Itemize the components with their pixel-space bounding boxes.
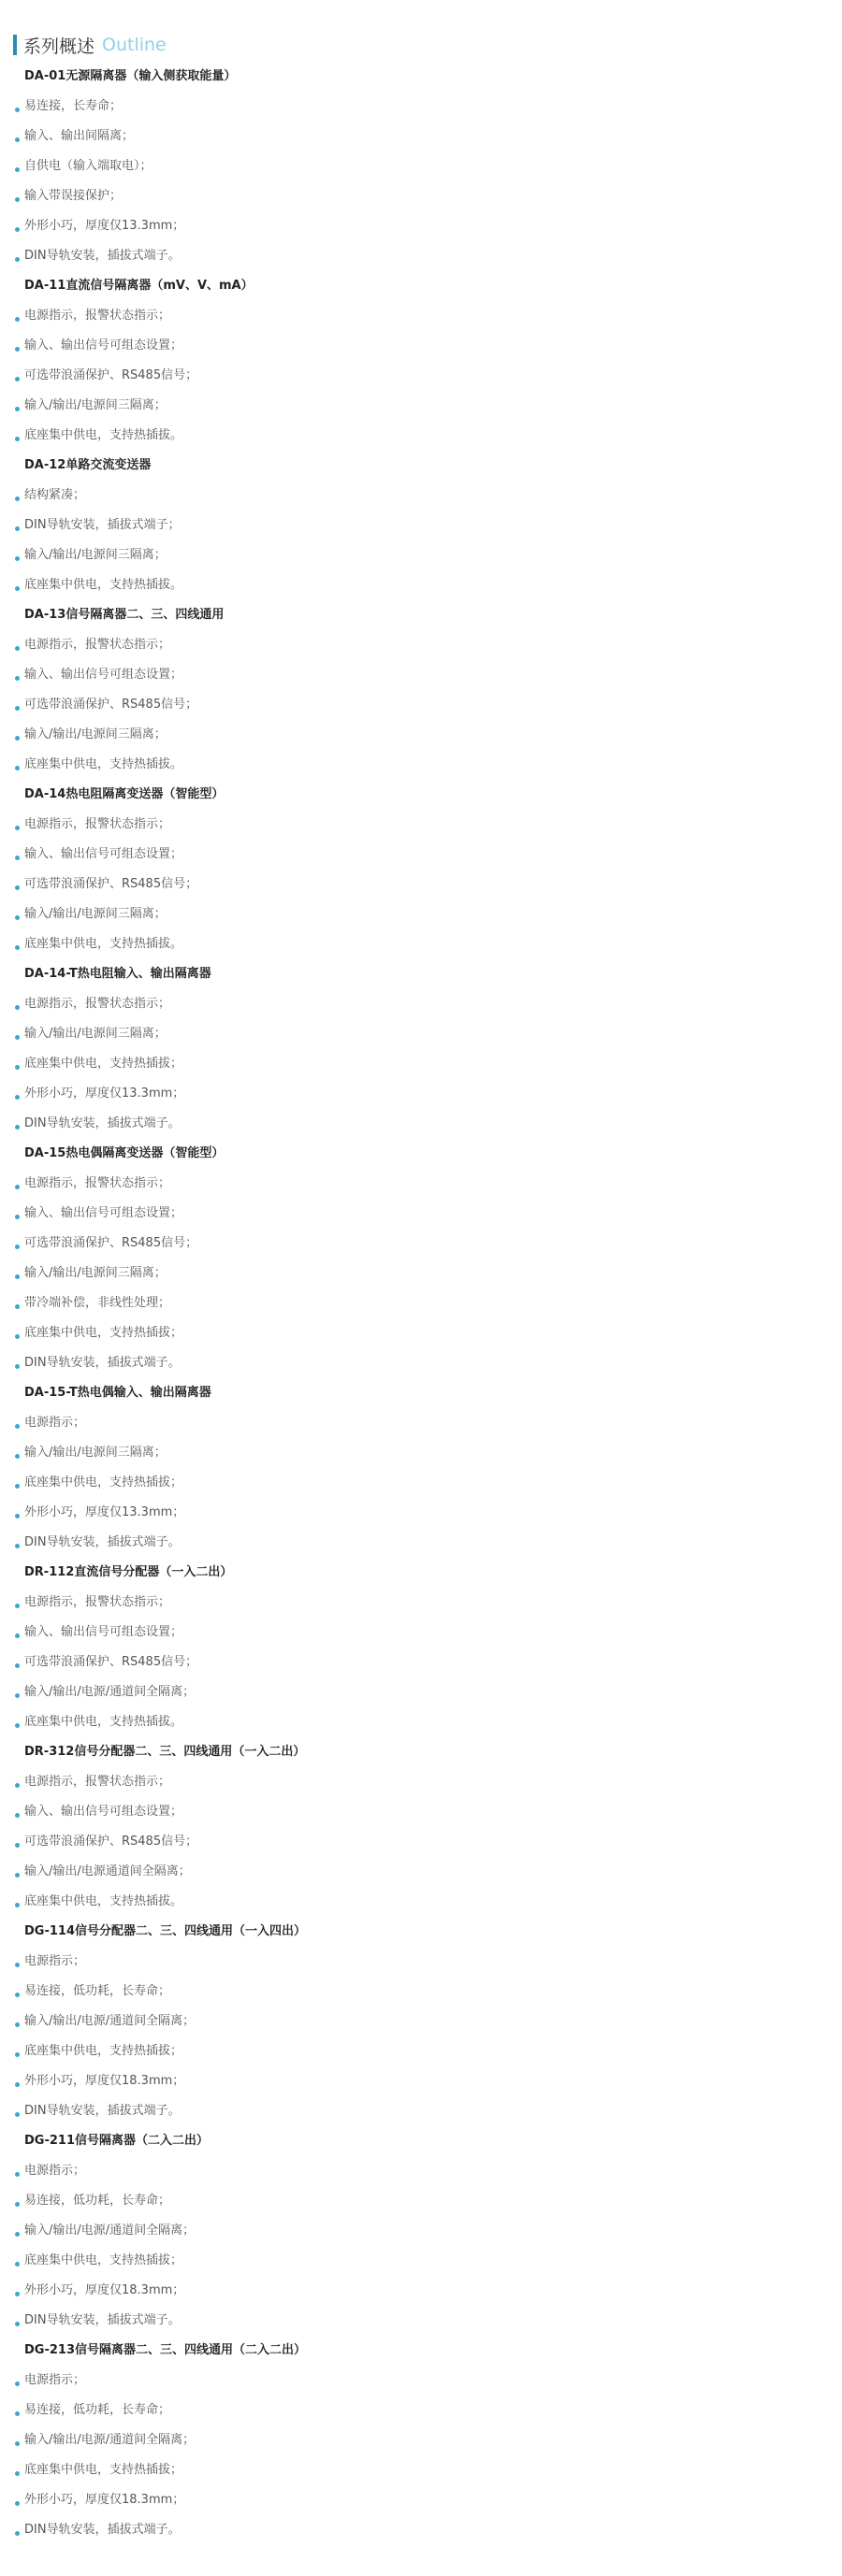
feature-item bbox=[13, 1498, 836, 1528]
feature-text: 底座集中供电，支持热插拔。 bbox=[24, 757, 183, 771]
product-list bbox=[13, 62, 836, 2545]
bullet-dot-icon bbox=[15, 1813, 20, 1818]
feature-item bbox=[13, 2306, 836, 2336]
feature-item bbox=[13, 1019, 836, 1049]
product-title: DA-15-T热电偶输入、输出隔离器 bbox=[24, 1386, 211, 1400]
bullet-dot-icon bbox=[15, 347, 20, 352]
feature-item bbox=[13, 2425, 836, 2455]
bullet-dot-icon bbox=[15, 1514, 20, 1518]
feature-item bbox=[13, 391, 836, 421]
feature-text: 电源指示，报警状态指示； bbox=[24, 638, 171, 652]
bullet-dot-icon bbox=[15, 1993, 20, 1997]
product-block bbox=[13, 62, 836, 271]
bullet-dot-icon bbox=[15, 1693, 20, 1698]
feature-item bbox=[13, 2066, 836, 2096]
product-block bbox=[13, 1378, 836, 1558]
feature-text: 输入、输出信号可组态设置； bbox=[24, 1206, 183, 1220]
feature-text: 外形小巧，厚度仅13.3mm； bbox=[24, 1087, 185, 1101]
bullet-dot-icon bbox=[15, 915, 20, 920]
product-block bbox=[13, 1917, 836, 2126]
product-title: DA-11直流信号隔离器（mV、V、mA） bbox=[24, 279, 254, 293]
feature-item bbox=[13, 211, 836, 241]
feature-item bbox=[13, 361, 836, 391]
feature-text: 结构紧凑； bbox=[24, 488, 86, 502]
bullet-dot-icon bbox=[15, 2382, 20, 2386]
feature-item bbox=[13, 1887, 836, 1917]
feature-item bbox=[13, 481, 836, 511]
bullet-dot-icon bbox=[15, 2292, 20, 2296]
bullet-dot-icon bbox=[15, 1095, 20, 1100]
feature-text: DIN导轨安装，插拔式端子。 bbox=[24, 1356, 181, 1370]
feature-item bbox=[13, 720, 836, 750]
bullet-dot-icon bbox=[15, 2441, 20, 2446]
product-title: DG-114信号分配器二、三、四线通用（一入四出） bbox=[24, 1924, 306, 1938]
bullet-dot-icon bbox=[15, 2411, 20, 2416]
product-block bbox=[13, 780, 836, 959]
feature-item bbox=[13, 331, 836, 361]
product-block bbox=[13, 1737, 836, 1917]
product-title: DA-14-T热电阻输入、输出隔离器 bbox=[24, 967, 211, 981]
feature-text: 电源指示，报警状态指示； bbox=[24, 817, 171, 831]
feature-text: 外形小巧，厚度仅13.3mm； bbox=[24, 219, 185, 233]
feature-item bbox=[13, 1707, 836, 1737]
bullet-dot-icon bbox=[15, 1424, 20, 1429]
bullet-dot-icon bbox=[15, 586, 20, 591]
feature-text: 电源指示，报警状态指示； bbox=[24, 1176, 171, 1190]
outline-page bbox=[13, 28, 836, 2545]
feature-item bbox=[13, 2036, 836, 2066]
bullet-dot-icon bbox=[15, 1903, 20, 1907]
feature-text: 输入/输出/电源/通道间全隔离； bbox=[24, 1685, 196, 1699]
feature-item bbox=[13, 181, 836, 211]
feature-text: 电源指示； bbox=[24, 2164, 86, 2178]
feature-item bbox=[13, 1588, 836, 1618]
bullet-dot-icon bbox=[15, 1843, 20, 1848]
feature-item bbox=[13, 1199, 836, 1229]
feature-text: DIN导轨安装，插拔式端子。 bbox=[24, 2313, 181, 2327]
feature-item bbox=[13, 2455, 836, 2485]
feature-item bbox=[13, 2485, 836, 2515]
bullet-dot-icon bbox=[15, 1245, 20, 1249]
feature-text: 外形小巧，厚度仅18.3mm； bbox=[24, 2283, 185, 2297]
section-title: 系列概述 bbox=[23, 36, 95, 57]
product-title: DA-15热电偶隔离变送器（智能型） bbox=[24, 1146, 225, 1160]
feature-text: 底座集中供电，支持热插拔； bbox=[24, 1326, 183, 1340]
feature-text: 输入带误接保护； bbox=[24, 189, 123, 203]
feature-text: 电源指示； bbox=[24, 1416, 86, 1430]
feature-item bbox=[13, 750, 836, 780]
feature-item bbox=[13, 1109, 836, 1139]
feature-text: 可选带浪涌保护、RS485信号； bbox=[24, 1236, 198, 1250]
feature-item bbox=[13, 2396, 836, 2425]
bullet-dot-icon bbox=[15, 2052, 20, 2057]
feature-text: 输入/输出/电源间三隔离； bbox=[24, 548, 167, 562]
feature-text: 易连接，低功耗，长寿命； bbox=[24, 2403, 171, 2417]
bullet-dot-icon bbox=[15, 407, 20, 411]
feature-text: 底座集中供电，支持热插拔； bbox=[24, 1475, 183, 1489]
feature-item bbox=[13, 1797, 836, 1827]
feature-item bbox=[13, 989, 836, 1019]
bullet-dot-icon bbox=[15, 556, 20, 561]
bullet-dot-icon bbox=[15, 167, 20, 172]
feature-text: 输入/输出/电源间三隔离； bbox=[24, 727, 167, 741]
feature-item bbox=[13, 122, 836, 151]
feature-text: 电源指示，报警状态指示； bbox=[24, 1775, 171, 1789]
bullet-dot-icon bbox=[15, 1005, 20, 1010]
feature-item bbox=[13, 690, 836, 720]
feature-text: 底座集中供电，支持热插拔； bbox=[24, 2463, 183, 2477]
bullet-dot-icon bbox=[15, 1215, 20, 1219]
bullet-dot-icon bbox=[15, 856, 20, 860]
feature-text: 外形小巧，厚度仅18.3mm； bbox=[24, 2493, 185, 2507]
feature-item bbox=[13, 2096, 836, 2126]
feature-item bbox=[13, 1827, 836, 1857]
feature-item bbox=[13, 1468, 836, 1498]
bullet-dot-icon bbox=[15, 1185, 20, 1189]
bullet-dot-icon bbox=[15, 945, 20, 950]
feature-item bbox=[13, 1618, 836, 1648]
feature-text: 电源指示，报警状态指示； bbox=[24, 309, 171, 323]
feature-item bbox=[13, 1049, 836, 1079]
bullet-dot-icon bbox=[15, 706, 20, 711]
bullet-dot-icon bbox=[15, 1454, 20, 1459]
feature-text: 底座集中供电，支持热插拔。 bbox=[24, 428, 183, 442]
bullet-dot-icon bbox=[15, 736, 20, 741]
feature-text: DIN导轨安装，插拔式端子。 bbox=[24, 249, 181, 263]
feature-item bbox=[13, 1318, 836, 1348]
feature-text: 底座集中供电，支持热插拔。 bbox=[24, 1894, 183, 1908]
feature-item bbox=[13, 540, 836, 570]
bullet-dot-icon bbox=[15, 1125, 20, 1130]
feature-text: 可选带浪涌保护、RS485信号； bbox=[24, 1655, 198, 1669]
header-accent-bar bbox=[13, 35, 17, 55]
feature-text: 输入、输出信号可组态设置； bbox=[24, 668, 183, 682]
bullet-dot-icon bbox=[15, 2501, 20, 2506]
feature-item bbox=[13, 840, 836, 870]
bullet-dot-icon bbox=[15, 227, 20, 232]
product-title: DA-01无源隔离器（输入侧获取能量） bbox=[24, 69, 237, 83]
feature-text: 底座集中供电，支持热插拔； bbox=[24, 1057, 183, 1071]
feature-item bbox=[13, 2007, 836, 2036]
feature-text: 外形小巧，厚度仅18.3mm； bbox=[24, 2074, 185, 2088]
product-block bbox=[13, 959, 836, 1139]
feature-text: 自供电（输入端取电）； bbox=[24, 159, 152, 173]
section-header bbox=[13, 28, 836, 62]
bullet-dot-icon bbox=[15, 1274, 20, 1279]
feature-text: 带冷端补偿，非线性处理； bbox=[24, 1296, 171, 1310]
feature-text: 电源指示； bbox=[24, 1954, 86, 1968]
bullet-dot-icon bbox=[15, 1873, 20, 1878]
feature-text: 电源指示，报警状态指示； bbox=[24, 1595, 171, 1609]
feature-item bbox=[13, 1438, 836, 1468]
bullet-dot-icon bbox=[15, 377, 20, 381]
feature-text: 输入/输出/电源/通道间全隔离； bbox=[24, 2223, 196, 2238]
feature-item bbox=[13, 899, 836, 929]
bullet-dot-icon bbox=[15, 2471, 20, 2476]
bullet-dot-icon bbox=[15, 2082, 20, 2087]
feature-text: 输入/输出/电源/通道间全隔离； bbox=[24, 2433, 196, 2447]
feature-text: 输入、输出信号可组态设置； bbox=[24, 1805, 183, 1819]
feature-text: 可选带浪涌保护、RS485信号； bbox=[24, 368, 198, 382]
product-block bbox=[13, 1139, 836, 1378]
feature-item bbox=[13, 1288, 836, 1318]
feature-item bbox=[13, 92, 836, 122]
bullet-dot-icon bbox=[15, 1484, 20, 1489]
bullet-dot-icon bbox=[15, 1633, 20, 1638]
feature-item bbox=[13, 151, 836, 181]
feature-item bbox=[13, 511, 836, 540]
feature-item bbox=[13, 1677, 836, 1707]
feature-item bbox=[13, 2246, 836, 2276]
feature-text: 输入、输出信号可组态设置； bbox=[24, 338, 183, 353]
feature-item bbox=[13, 421, 836, 451]
feature-text: 输入/输出/电源间三隔离； bbox=[24, 1266, 167, 1280]
feature-text: DIN导轨安装，插拔式端子。 bbox=[24, 1116, 181, 1130]
product-block bbox=[13, 451, 836, 600]
product-block bbox=[13, 1558, 836, 1737]
feature-text: 输入/输出/电源通道间全隔离； bbox=[24, 1864, 191, 1878]
feature-text: 输入、输出信号可组态设置； bbox=[24, 1625, 183, 1639]
bullet-dot-icon bbox=[15, 526, 20, 531]
feature-item bbox=[13, 660, 836, 690]
feature-text: 外形小巧，厚度仅13.3mm； bbox=[24, 1505, 185, 1519]
feature-item bbox=[13, 1857, 836, 1887]
bullet-dot-icon bbox=[15, 1963, 20, 1967]
feature-item bbox=[13, 1229, 836, 1259]
bullet-dot-icon bbox=[15, 496, 20, 501]
feature-text: 输入/输出/电源/通道间全隔离； bbox=[24, 2014, 196, 2028]
bullet-dot-icon bbox=[15, 885, 20, 890]
bullet-dot-icon bbox=[15, 1723, 20, 1728]
bullet-dot-icon bbox=[15, 1783, 20, 1788]
bullet-dot-icon bbox=[15, 1304, 20, 1309]
bullet-dot-icon bbox=[15, 2112, 20, 2117]
feature-text: 底座集中供电，支持热插拔。 bbox=[24, 937, 183, 951]
feature-item bbox=[13, 1767, 836, 1797]
bullet-dot-icon bbox=[15, 1604, 20, 1608]
bullet-dot-icon bbox=[15, 1663, 20, 1668]
bullet-dot-icon bbox=[15, 257, 20, 262]
product-title: DA-13信号隔离器二、三、四线通用 bbox=[24, 608, 225, 622]
bullet-dot-icon bbox=[15, 137, 20, 142]
feature-item bbox=[13, 2515, 836, 2545]
feature-text: 电源指示； bbox=[24, 2373, 86, 2387]
bullet-dot-icon bbox=[15, 646, 20, 651]
feature-item bbox=[13, 241, 836, 271]
feature-text: 易连接，低功耗，长寿命； bbox=[24, 2194, 171, 2208]
bullet-dot-icon bbox=[15, 2232, 20, 2237]
feature-text: 输入、输出间隔离； bbox=[24, 129, 135, 143]
feature-item bbox=[13, 570, 836, 600]
bullet-dot-icon bbox=[15, 676, 20, 681]
bullet-dot-icon bbox=[15, 2531, 20, 2536]
product-title: DR-312信号分配器二、三、四线通用（一入二出） bbox=[24, 1745, 306, 1759]
feature-item bbox=[13, 1528, 836, 1558]
bullet-dot-icon bbox=[15, 1334, 20, 1339]
feature-item bbox=[13, 2186, 836, 2216]
bullet-dot-icon bbox=[15, 317, 20, 322]
feature-item bbox=[13, 1947, 836, 1977]
feature-text: 输入、输出信号可组态设置； bbox=[24, 847, 183, 861]
bullet-dot-icon bbox=[15, 1035, 20, 1040]
bullet-dot-icon bbox=[15, 1544, 20, 1548]
feature-item bbox=[13, 1648, 836, 1677]
section-subtitle: Outline bbox=[102, 35, 167, 55]
bullet-dot-icon bbox=[15, 2022, 20, 2027]
feature-item bbox=[13, 929, 836, 959]
feature-item bbox=[13, 870, 836, 899]
feature-text: 底座集中供电，支持热插拔。 bbox=[24, 1715, 183, 1729]
feature-text: 底座集中供电，支持热插拔； bbox=[24, 2044, 183, 2058]
feature-item bbox=[13, 2276, 836, 2306]
bullet-dot-icon bbox=[15, 108, 20, 112]
feature-item bbox=[13, 1259, 836, 1288]
feature-item bbox=[13, 810, 836, 840]
feature-item bbox=[13, 1977, 836, 2007]
feature-text: 底座集中供电，支持热插拔； bbox=[24, 2253, 183, 2267]
product-title: DA-14热电阻隔离变送器（智能型） bbox=[24, 787, 225, 801]
feature-text: DIN导轨安装，插拔式端子。 bbox=[24, 2104, 181, 2118]
product-title: DR-112直流信号分配器（一入二出） bbox=[24, 1565, 233, 1579]
feature-item bbox=[13, 630, 836, 660]
feature-item bbox=[13, 2156, 836, 2186]
bullet-dot-icon bbox=[15, 766, 20, 770]
feature-text: DIN导轨安装，插拔式端子； bbox=[24, 518, 181, 532]
bullet-dot-icon bbox=[15, 2322, 20, 2326]
feature-text: DIN导轨安装，插拔式端子。 bbox=[24, 1535, 181, 1549]
product-block bbox=[13, 2336, 836, 2545]
feature-item bbox=[13, 1348, 836, 1378]
feature-item bbox=[13, 301, 836, 331]
product-block bbox=[13, 2126, 836, 2336]
feature-text: 易连接，低功耗，长寿命； bbox=[24, 1984, 171, 1998]
feature-text: 输入/输出/电源间三隔离； bbox=[24, 1446, 167, 1460]
feature-text: 电源指示，报警状态指示； bbox=[24, 997, 171, 1011]
feature-item bbox=[13, 1169, 836, 1199]
feature-text: 底座集中供电，支持热插拔。 bbox=[24, 578, 183, 592]
bullet-dot-icon bbox=[15, 197, 20, 202]
product-block bbox=[13, 600, 836, 780]
feature-text: DIN导轨安装，插拔式端子。 bbox=[24, 2523, 181, 2537]
feature-text: 可选带浪涌保护、RS485信号； bbox=[24, 1835, 198, 1849]
feature-text: 输入/输出/电源间三隔离； bbox=[24, 1027, 167, 1041]
feature-text: 可选带浪涌保护、RS485信号； bbox=[24, 698, 198, 712]
bullet-dot-icon bbox=[15, 2202, 20, 2207]
bullet-dot-icon bbox=[15, 826, 20, 830]
product-title: DA-12单路交流变送器 bbox=[24, 458, 152, 472]
product-title: DG-211信号隔离器（二入二出） bbox=[24, 2134, 209, 2148]
bullet-dot-icon bbox=[15, 437, 20, 441]
product-title: DG-213信号隔离器二、三、四线通用（二入二出） bbox=[24, 2343, 306, 2357]
bullet-dot-icon bbox=[15, 2172, 20, 2177]
feature-text: 易连接，长寿命； bbox=[24, 99, 123, 113]
feature-item bbox=[13, 1079, 836, 1109]
feature-text: 输入/输出/电源间三隔离； bbox=[24, 907, 167, 921]
feature-item bbox=[13, 1408, 836, 1438]
product-block bbox=[13, 271, 836, 451]
feature-item bbox=[13, 2366, 836, 2396]
bullet-dot-icon bbox=[15, 2262, 20, 2267]
bullet-dot-icon bbox=[15, 1065, 20, 1070]
bullet-dot-icon bbox=[15, 1364, 20, 1369]
feature-text: 可选带浪涌保护、RS485信号； bbox=[24, 877, 198, 891]
feature-item bbox=[13, 2216, 836, 2246]
feature-text: 输入/输出/电源间三隔离； bbox=[24, 398, 167, 412]
